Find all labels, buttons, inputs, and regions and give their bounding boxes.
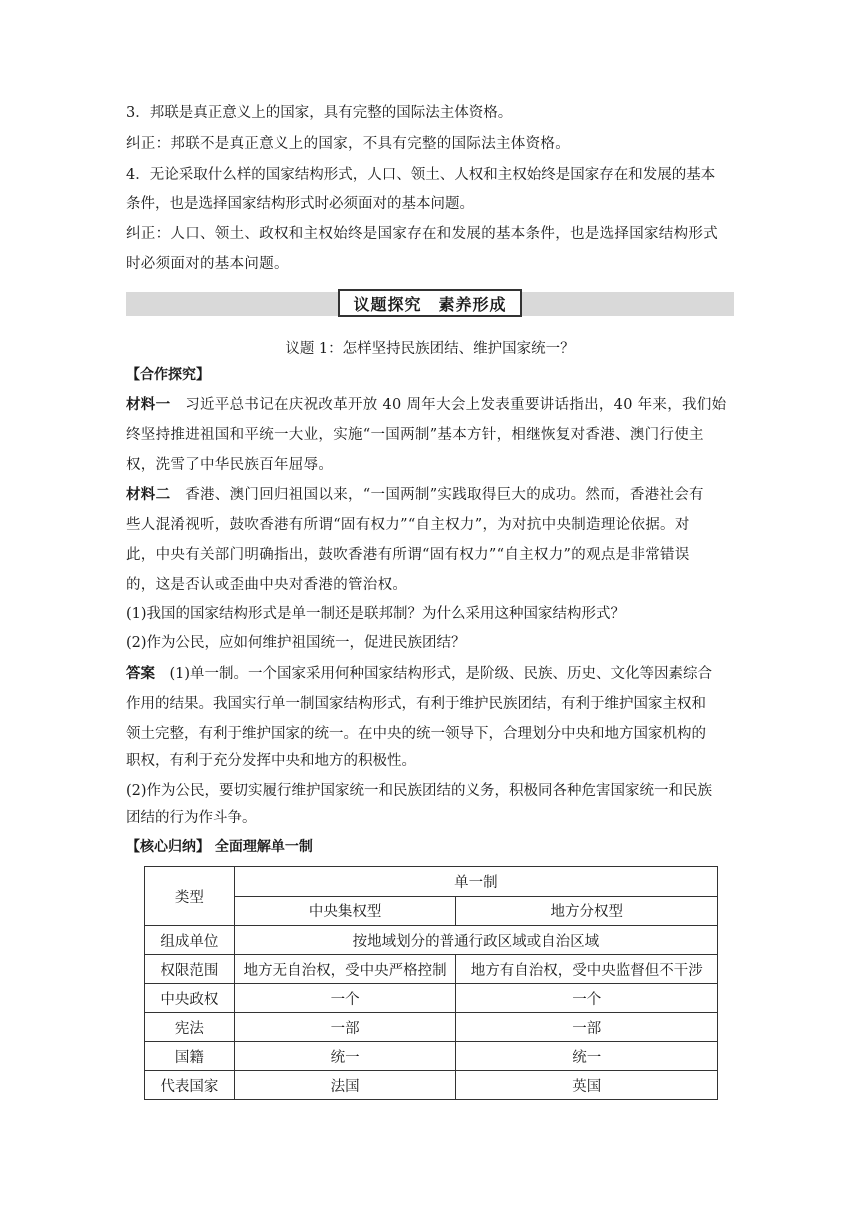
summary-heading	[126, 832, 734, 863]
row-label: 宪法	[145, 1013, 235, 1042]
row-label: 代表国家	[145, 1071, 235, 1100]
row-label: 国籍	[145, 1042, 235, 1071]
material2-line1: 材料二 香港、澳门回归祖国以来，“一国两制”实践取得巨大的成功。然而，香港社会有	[126, 487, 704, 503]
section-title: 议题探究 素养形成	[338, 289, 522, 317]
table-row	[145, 984, 718, 1013]
type-header: 类型	[145, 867, 235, 926]
cell-c2: 一部	[456, 1013, 718, 1042]
unitary-system-table	[144, 866, 718, 1100]
material1-line1: 材料一 习近平总书记在庆祝改革开放 40 周年大会上发表重要讲话指出，40 年来，我们始	[126, 397, 727, 413]
summary-title: 全面理解单一制	[214, 839, 313, 855]
cell-c2: 英国	[456, 1071, 718, 1100]
question-1: (1)我国的国家结构形式是单一制还是联邦制？为什么采用这种国家结构形式？	[126, 606, 626, 622]
cooperation-label: 【合作探究】	[126, 367, 210, 383]
topic-title: 议题 1：怎样坚持民族团结、维护国家统一？	[285, 341, 575, 357]
table-row	[145, 1071, 718, 1100]
cell-c1: 统一	[234, 1042, 456, 1071]
statement-4-line1: 4．无论采取什么样的国家结构形式，人口、领土、人权和主权始终是国家存在和发展的基本	[126, 167, 716, 183]
cell-c1: 地方无自治权，受中央严格控制	[234, 955, 456, 984]
cell-c1: 一个	[234, 984, 456, 1013]
answer-1-line3: 领土完整，有利于维护国家的统一。在中央的统一领导下，合理划分中央和地方国家机构的	[126, 726, 706, 742]
table-row	[145, 1013, 718, 1042]
question-2: (2)作为公民，应如何维护祖国统一，促进民族团结？	[126, 635, 466, 651]
material2-line3: 此，中央有关部门明确指出，鼓吹香港有所谓“固有权力”“自主权力”的观点是非常错误	[126, 547, 690, 563]
col2-header: 地方分权型	[456, 896, 718, 926]
row-label: 中央政权	[145, 984, 235, 1013]
cell-c2: 地方有自治权，受中央监督但不干涉	[456, 955, 718, 984]
material2-line2: 些人混淆视听，鼓吹香港有所谓“固有权力”“自主权力”，为对抗中央制造理论依据。对	[126, 517, 690, 533]
material2-label: 材料二	[126, 487, 171, 503]
merged-cell: 按地域划分的普通行政区域或自治区域	[234, 926, 717, 955]
answer-label: 答案	[126, 666, 155, 682]
main-header: 单一制	[234, 867, 717, 897]
table-row	[145, 955, 718, 984]
material2-line4: 的，这是否认或歪曲中央对香港的管治权。	[126, 577, 408, 593]
table-row	[145, 926, 718, 955]
correction-4-line1: 纠正：人口、领土、政权和主权始终是国家存在和发展的基本条件，也是选择国家结构形式	[126, 226, 718, 242]
material1-line3: 权，洗雪了中华民族百年屈辱。	[126, 457, 334, 473]
row-label: 权限范围	[145, 955, 235, 984]
statement-3: 3．邦联是真正意义上的国家，具有完整的国际法主体资格。	[126, 105, 513, 121]
col1-header: 中央集权型	[234, 896, 456, 926]
answer-2-line1: (2)作为公民，要切实履行维护国家统一和民族团结的义务，积极同各种危害国家统一和民族	[126, 783, 713, 799]
correction-4-line2: 时必须面对的基本问题。	[126, 256, 289, 272]
cell-c1: 一部	[234, 1013, 456, 1042]
cell-c1: 法国	[234, 1071, 456, 1100]
correction-3: 纠正：邦联不是真正意义上的国家，不具有完整的国际法主体资格。	[126, 136, 570, 152]
material1-label: 材料一	[126, 397, 171, 413]
table-row	[145, 1042, 718, 1071]
statement-4-line2: 条件，也是选择国家结构形式时必须面对的基本问题。	[126, 196, 474, 212]
row-label: 组成单位	[145, 926, 235, 955]
answer-1-line1: 答案 (1)单一制。一个国家采用何种国家结构形式，是阶级、民族、历史、文化等因素综合	[126, 666, 713, 682]
table-header-row	[145, 867, 718, 897]
answer-2-line2: 团结的行为作斗争。	[126, 810, 257, 826]
material1-line2: 终坚持推进祖国和平统一大业，实施“一国两制”基本方针，相继恢复对香港、澳门行使主	[126, 427, 704, 443]
cell-c2: 统一	[456, 1042, 718, 1071]
cell-c2: 一个	[456, 984, 718, 1013]
answer-1-line2: 作用的结果。我国实行单一制国家结构形式，有利于维护民族团结，有利于维护国家主权和	[126, 696, 706, 712]
answer-1-line4: 职权，有利于充分发挥中央和地方的积极性。	[126, 753, 416, 769]
summary-label: 【核心归纳】	[126, 839, 210, 855]
